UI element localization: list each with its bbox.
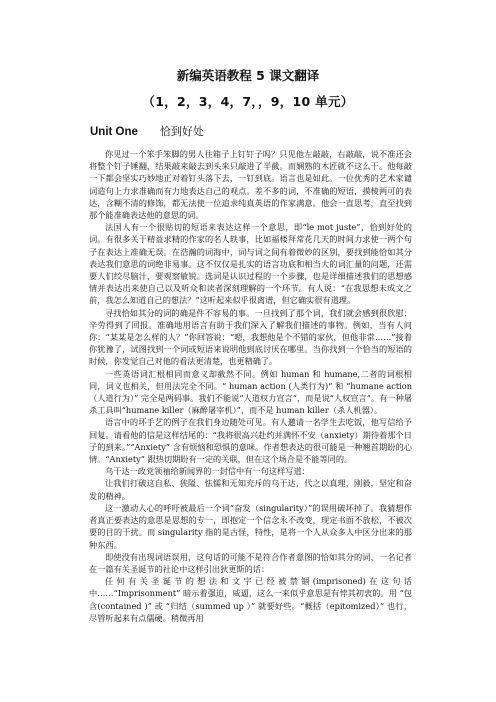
document-body xyxy=(89,148,412,624)
paragraph: 你见过一个笨手笨脚的男人往箱子上钉钉子吗？只见他左敲敲，右敲敲，说不准还会将整个钉子锤翻，结果敲来敲去到头来只敲进了半截。而娴熟的木匠就不这么干。他每敲一下都会坚实巧妙地正对着钉头落下去，一钉到底。语言也是如此。一位优秀的艺术家谴词造句上力求准确而有力地表达自己的观点。差不多的词，不准确的短语，摸棱两可的表达，含糊不清的修饰，都无法使一位追求纯真英语的作家满意。他会一直思考，直至找到那个能准确表达他的意思的词。 xyxy=(89,149,412,221)
unit-heading xyxy=(90,123,204,139)
paragraph: 一些英语词汇根相同而意义却截然不同。例如 human 和 humane,二者的词根相同，词义也相关，但用法完全不同。“ human action (人类行为)” 和 “humane action（人道行为）” 完全是两码事。我们不能说“人道权力宣言”，而是说“人权宣言”。有一种屠杀工具叫“humane killer（麻醉屠宰机）”，而不是 human killer（杀人机器）。 xyxy=(89,368,412,416)
paragraph: 这一激动人心的呼吁被最后一个词“奋发（singularity）”的误用破坏掉了。我猜想作者真正要表达的意思是思想的专一，即抱定一个信念永不改变，现定书面不放松，不被次要的目的干扰。而 singularity 指的是古怪，特性，是将一个人从众多人中区分出来的那种东西。 xyxy=(89,502,412,550)
paragraph: 寻找恰如其分的词的确是件不容易的事。一旦找到了那个词，我们就会感到很欣慰；辛劳得到了回报。准确地用语言有助于我们深入了解我们描述的事物。例如，当有人问你：“某某是怎么样的人？”你回答说：“嗯，我想他是个不错的家伙，但他非常……”接着你犹豫了，试图找到一个词或短语来说明他到底讨厌在哪里。当你找到一个恰当的短语的时候，你发觉自己对他的看法更清楚，也更精确了。 xyxy=(89,307,412,367)
paragraph: 乌干达一政党领袖给新闻界的一封信中有一句这样写道： xyxy=(105,466,310,477)
paragraph: 让我们打破这自私、狭隘、怯懦和无知充斥的乌干达，代之以真理，刚毅，坚定和奋发的精神。 xyxy=(89,478,412,501)
document-subtitle: （1，2，3，4，7，，9，10 单元） xyxy=(142,94,354,109)
unit-label: Unit One xyxy=(90,126,138,138)
paragraph: 任何有关圣诞节的想法和文字已经被禁锢(imprisoned)在这句话中……“Imprisonment” 暗示着强迫，威逼，这么一来似乎意思是有悖其初衷的。用 “包含(contained )” 或 “归结（summed up ）” 就要好些。“概括（epitomized）” 也行，尽管听起来有点儒硬。稍微再用 xyxy=(89,576,412,623)
paragraph: 语言中的坏手艺的例子在我们身边随处可见。有人邀请一名学生去吃饭，他写信给予回复。请看他的信是这样结尾的：“我将很高兴赴约并满怀不安（anxiety）期待着那个日子的到来。”“Anxiety” 含有烦恼和恐惧的意味。作者想表达的很可能是一种翘首期盼的心情。“Anxiety” 跟热切期盼有一定的关联，但在这个场合是不能等同的。 xyxy=(89,417,412,465)
paragraph: 即使没有出现词语误用，这句话的可能不是符合作者意图的恰如其分的词，一名记者在一篇有关圣诞节的社论中这样引出狄更斯的话： xyxy=(89,551,412,574)
unit-title: 恰到好处 xyxy=(159,125,204,138)
document-title: 新编英语教程 5 课文翻译 xyxy=(176,68,320,83)
paragraph: 法国人有一个很贴切的短语来表达这样一个意思，即“le mot juste”，恰到好处的词。有很多关于精益求精的作家的名人轶事，比如福楼拜常花几天的时间力求使一两个句子在表达上准确无误。在浩瀚的词海中，词与词之间有着微妙的区别，要找到能恰如其分表达我们意思的词绝非易事。这不仅仅是扎实的语言功底和相当大的词汇量的问题，还需要人们绞尽脑汁，要观察敏锐。选词是认识过程的一个步骤，也是详细描述我们的思想感情并表达出来使自己以及听众和读者深刻理解的一个环节。有人说：“在我思想未成文之前，我怎么知道自己的想法？”这听起来似乎很离谱，但它确实很有道理。 xyxy=(89,222,412,306)
